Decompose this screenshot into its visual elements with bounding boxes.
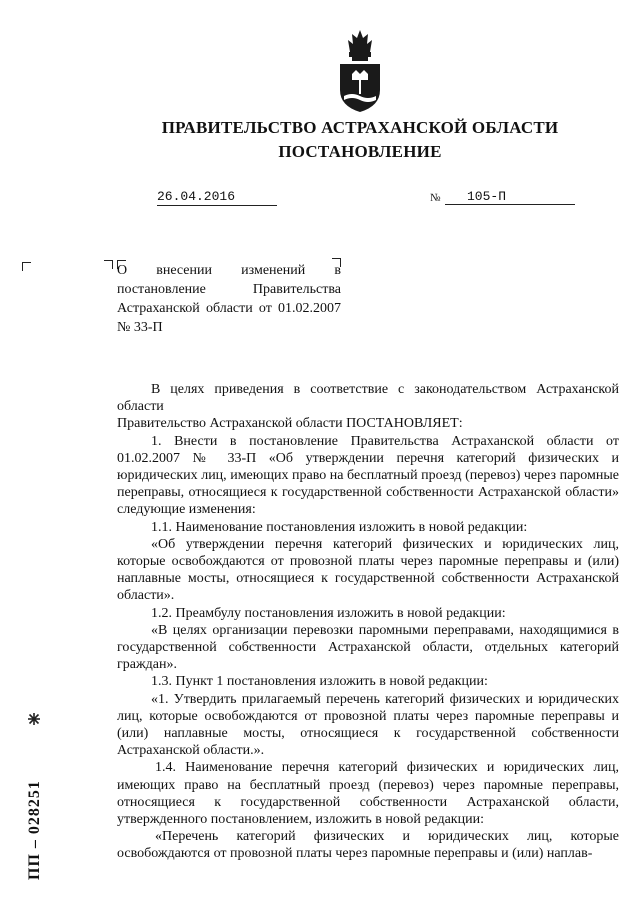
organization-heading: ПРАВИТЕЛЬСТВО АСТРАХАНСКОЙ ОБЛАСТИ (161, 118, 559, 137)
body-paragraph-9: «1. Утвердить прилагаемый перечень категорий физических и юридических лиц, которые освобождаются от провозной платы через паромные переправы и (или) наплавные мосты, относящиеся к государственной собственности Астраханской области.». (117, 691, 619, 759)
corner-mark-mid (104, 260, 113, 269)
body-paragraph-10: 1.4. Наименование перечня категорий физических и юридических лиц, имеющих право на бесплатный проезд (перевоз) через паромные переправы, относящиеся к государственной собственности Астраханской области, утвержденного постановлением, изложить в новой редакции: (117, 760, 619, 828)
body-paragraph-11: «Перечень категорий физических и юридических лиц, которые освобождаются от провозной платы через паромные переправы и (или) наплав- (117, 829, 619, 862)
document-subject: О внесении изменений в постановление Правительства Астраханской области от 01.02.2007 № 33-П (117, 263, 341, 335)
body-paragraph-6: 1.2. Преамбулу постановления изложить в новой редакции: (151, 605, 506, 621)
number-label: № (430, 192, 441, 204)
document-number: 105-П (445, 189, 575, 205)
document-body (117, 381, 619, 863)
body-paragraph-8: 1.3. Пункт 1 постановления изложить в новой редакции: (151, 674, 488, 690)
margin-serial-stamp: ПП – 028251 (26, 780, 43, 880)
corner-mark-left (22, 262, 31, 271)
body-paragraph-4: 1.1. Наименование постановления изложить в новой редакции: (151, 519, 528, 535)
body-paragraph-5: «Об утверждении перечня категорий физических и юридических лиц, которые освобождаются от провозной платы через паромные переправы и (или) наплавные мосты, относящиеся к государственной собственности Астраханской области». (117, 536, 619, 604)
body-paragraph-2: Правительство Астраханской области ПОСТАНОВЛЯЕТ: (117, 416, 463, 432)
document-date: 26.04.2016 (157, 189, 277, 206)
body-paragraph-3: 1. Внести в постановление Правительства Астраханской области от 01.02.2007 № 33-П «Об утверждении перечня категорий физических и юридических лиц, имеющих право на бесплатный проезд (перевоз) через паромные переправы, относящиеся к государственной собственности Астраханской области» следующие изменения: (117, 433, 619, 518)
asterisk-mark-icon (27, 712, 41, 726)
body-paragraph-1: В целях приведения в соответствие с законодательством Астраханской области (117, 382, 619, 415)
body-paragraph-7: «В целях организации перевозки паромными переправами, находящимися в государственной собственности Астраханской области, отдельных категорий граждан». (117, 622, 619, 673)
document-type-heading: ПОСТАНОВЛЕНИЕ (278, 142, 442, 161)
coat-of-arms-emblem (332, 28, 388, 114)
